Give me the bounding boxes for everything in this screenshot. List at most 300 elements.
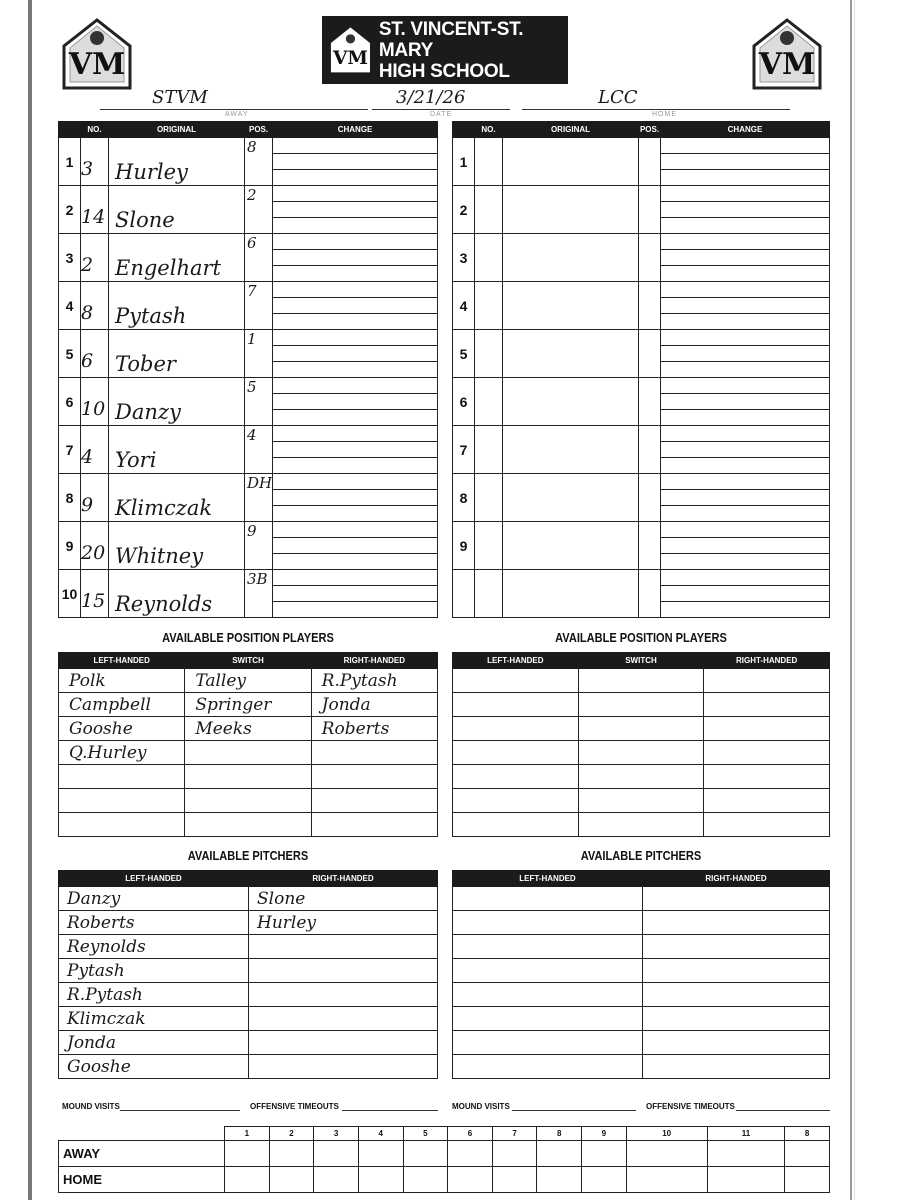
player-number[interactable]: 15 bbox=[81, 570, 109, 618]
change-line[interactable] bbox=[273, 170, 437, 185]
change-line[interactable] bbox=[273, 138, 437, 154]
change-line[interactable] bbox=[273, 362, 437, 377]
player-name[interactable]: Hurley bbox=[109, 138, 245, 186]
player-name[interactable] bbox=[503, 330, 639, 378]
home-label: HOME bbox=[652, 111, 677, 118]
player-name[interactable] bbox=[503, 282, 639, 330]
batting-slot: 4 bbox=[453, 282, 475, 330]
lineup-change-cell[interactable] bbox=[273, 234, 438, 282]
scoreboard-away-label: AWAY bbox=[59, 1141, 225, 1167]
player-name[interactable]: Pytash bbox=[109, 282, 245, 330]
change-lines bbox=[661, 570, 829, 617]
lineup-change-cell[interactable] bbox=[273, 426, 438, 474]
position-player-entry[interactable] bbox=[59, 765, 185, 789]
change-line[interactable] bbox=[661, 586, 829, 602]
player-name[interactable] bbox=[503, 522, 639, 570]
pitcher-entry[interactable] bbox=[453, 935, 643, 959]
away-timeout-cell[interactable] bbox=[707, 1141, 785, 1167]
lineup-change-cell[interactable] bbox=[273, 330, 438, 378]
home-timeout-cell[interactable] bbox=[582, 1167, 627, 1193]
player-position[interactable] bbox=[639, 378, 661, 426]
home-timeout-cell[interactable] bbox=[537, 1167, 582, 1193]
pitcher-entry[interactable]: Hurley bbox=[249, 911, 438, 935]
col-left-handed: LEFT-HANDED bbox=[59, 871, 249, 887]
home-timeout-cell[interactable] bbox=[448, 1167, 493, 1193]
lineup-header-no: NO. bbox=[81, 122, 109, 138]
change-line[interactable] bbox=[273, 266, 437, 281]
pitcher-entry[interactable] bbox=[643, 983, 830, 1007]
player-name[interactable] bbox=[503, 570, 639, 618]
position-player-entry[interactable] bbox=[59, 789, 185, 813]
pitcher-row bbox=[59, 887, 438, 911]
change-lines bbox=[661, 522, 829, 569]
player-number[interactable] bbox=[475, 426, 503, 474]
player-position[interactable] bbox=[639, 474, 661, 522]
home-timeout-cell[interactable] bbox=[269, 1167, 314, 1193]
home-timeout-cell[interactable] bbox=[492, 1167, 537, 1193]
pitcher-entry[interactable]: Danzy bbox=[59, 887, 249, 911]
pitcher-entry[interactable] bbox=[453, 1031, 643, 1055]
lineup-change-cell[interactable] bbox=[661, 186, 830, 234]
away-timeout-cell[interactable] bbox=[358, 1141, 403, 1167]
lineup-change-cell[interactable] bbox=[661, 138, 830, 186]
position-player-entry[interactable] bbox=[704, 693, 830, 717]
position-player-entry[interactable]: Campbell bbox=[59, 693, 185, 717]
position-player-entry[interactable]: Polk bbox=[59, 669, 185, 693]
position-player-entry[interactable]: Roberts bbox=[311, 717, 437, 741]
change-line[interactable] bbox=[661, 314, 829, 329]
lineup-change-cell[interactable] bbox=[661, 522, 830, 570]
away-timeout-cell[interactable] bbox=[403, 1141, 448, 1167]
pitcher-entry[interactable] bbox=[643, 959, 830, 983]
position-player-entry[interactable] bbox=[704, 717, 830, 741]
lineup-row bbox=[453, 522, 830, 570]
change-line[interactable] bbox=[661, 458, 829, 473]
change-line[interactable] bbox=[273, 346, 437, 362]
batting-slot: 7 bbox=[59, 426, 81, 474]
lineup-header-slot bbox=[59, 122, 81, 138]
away-timeout-cell[interactable] bbox=[269, 1141, 314, 1167]
player-number[interactable]: 20 bbox=[81, 522, 109, 570]
player-position[interactable]: 7 bbox=[245, 282, 273, 330]
home-timeout-cell[interactable] bbox=[403, 1167, 448, 1193]
change-line[interactable] bbox=[273, 330, 437, 346]
pitcher-entry[interactable]: Slone bbox=[249, 887, 438, 911]
lineup-row bbox=[453, 570, 830, 618]
player-number[interactable]: 9 bbox=[81, 474, 109, 522]
player-number[interactable] bbox=[475, 138, 503, 186]
lineup-change-cell[interactable] bbox=[661, 234, 830, 282]
pitcher-entry[interactable] bbox=[643, 887, 830, 911]
position-player-entry[interactable] bbox=[311, 813, 437, 837]
position-player-entry[interactable] bbox=[185, 789, 311, 813]
position-player-row bbox=[453, 741, 830, 765]
position-player-entry[interactable] bbox=[453, 693, 579, 717]
change-line[interactable] bbox=[273, 522, 437, 538]
change-line[interactable] bbox=[661, 426, 829, 442]
school-name-line2: HIGH SCHOOL bbox=[378, 60, 510, 82]
position-player-entry[interactable] bbox=[704, 741, 830, 765]
change-line[interactable] bbox=[661, 362, 829, 377]
lineup-change-cell[interactable] bbox=[273, 474, 438, 522]
player-number[interactable] bbox=[475, 522, 503, 570]
away-team-value: STVM bbox=[152, 87, 208, 108]
player-position[interactable] bbox=[639, 522, 661, 570]
player-position[interactable] bbox=[639, 426, 661, 474]
change-line[interactable] bbox=[661, 474, 829, 490]
pitcher-row bbox=[59, 959, 438, 983]
inning-number: 5 bbox=[403, 1127, 448, 1141]
position-player-entry[interactable] bbox=[453, 765, 579, 789]
pitcher-entry[interactable] bbox=[643, 1055, 830, 1079]
pitcher-entry[interactable] bbox=[453, 959, 643, 983]
player-number[interactable]: 10 bbox=[81, 378, 109, 426]
player-position[interactable] bbox=[639, 234, 661, 282]
change-line[interactable] bbox=[273, 426, 437, 442]
pitcher-entry[interactable] bbox=[453, 1007, 643, 1031]
change-lines bbox=[661, 474, 829, 521]
change-lines bbox=[273, 138, 437, 185]
change-line[interactable] bbox=[661, 154, 829, 170]
pitcher-entry[interactable]: Gooshe bbox=[59, 1055, 249, 1079]
change-line[interactable] bbox=[661, 490, 829, 506]
player-position[interactable] bbox=[639, 330, 661, 378]
position-player-entry[interactable]: Q.Hurley bbox=[59, 741, 185, 765]
inning-number: 8 bbox=[537, 1127, 582, 1141]
player-position[interactable]: 1 bbox=[245, 330, 273, 378]
col-right-handed: RIGHT-HANDED bbox=[704, 653, 830, 669]
away-timeout-cell[interactable] bbox=[785, 1141, 830, 1167]
change-line[interactable] bbox=[661, 186, 829, 202]
change-line[interactable] bbox=[273, 602, 437, 617]
position-player-entry[interactable]: Meeks bbox=[185, 717, 311, 741]
change-line[interactable] bbox=[661, 522, 829, 538]
player-name[interactable]: Yori bbox=[109, 426, 245, 474]
player-name[interactable]: Danzy bbox=[109, 378, 245, 426]
away-timeout-cell[interactable] bbox=[582, 1141, 627, 1167]
position-player-entry[interactable]: R.Pytash bbox=[311, 669, 437, 693]
lineup-change-cell[interactable] bbox=[661, 570, 830, 618]
pitcher-entry[interactable] bbox=[249, 959, 438, 983]
away-timeout-cell[interactable] bbox=[492, 1141, 537, 1167]
player-position[interactable] bbox=[639, 138, 661, 186]
change-line[interactable] bbox=[273, 234, 437, 250]
player-position[interactable] bbox=[639, 186, 661, 234]
change-line[interactable] bbox=[661, 538, 829, 554]
player-name[interactable] bbox=[503, 186, 639, 234]
home-timeout-cell[interactable] bbox=[785, 1167, 830, 1193]
position-player-entry[interactable] bbox=[704, 789, 830, 813]
change-line[interactable] bbox=[273, 394, 437, 410]
pitcher-entry[interactable] bbox=[453, 887, 643, 911]
lineup-change-cell[interactable] bbox=[273, 378, 438, 426]
position-player-entry[interactable] bbox=[704, 669, 830, 693]
scoreboard-corner bbox=[59, 1127, 225, 1141]
change-line[interactable] bbox=[273, 442, 437, 458]
player-number[interactable]: 3 bbox=[81, 138, 109, 186]
pitcher-entry[interactable]: Klimczak bbox=[59, 1007, 249, 1031]
change-lines bbox=[273, 570, 437, 617]
school-logo-icon bbox=[62, 18, 132, 90]
position-player-row bbox=[59, 741, 438, 765]
away-offensive-timeouts-label: OFFENSIVE TIMEOUTS bbox=[250, 1102, 339, 1111]
player-position[interactable] bbox=[639, 282, 661, 330]
position-player-entry[interactable] bbox=[578, 717, 704, 741]
player-name[interactable] bbox=[503, 234, 639, 282]
pitcher-entry[interactable]: Roberts bbox=[59, 911, 249, 935]
player-name[interactable] bbox=[503, 138, 639, 186]
change-line[interactable] bbox=[273, 250, 437, 266]
position-player-entry[interactable] bbox=[578, 765, 704, 789]
change-line[interactable] bbox=[273, 506, 437, 521]
change-line[interactable] bbox=[273, 218, 437, 233]
home-timeout-cell[interactable] bbox=[314, 1167, 359, 1193]
change-line[interactable] bbox=[661, 602, 829, 617]
pitcher-entry[interactable] bbox=[249, 1031, 438, 1055]
pitcher-row bbox=[59, 1031, 438, 1055]
change-line[interactable] bbox=[661, 330, 829, 346]
player-name[interactable]: Tober bbox=[109, 330, 245, 378]
position-player-entry[interactable] bbox=[704, 765, 830, 789]
change-line[interactable] bbox=[661, 298, 829, 314]
lineup-row bbox=[59, 522, 438, 570]
inning-number: 3 bbox=[314, 1127, 359, 1141]
change-line[interactable] bbox=[661, 282, 829, 298]
away-timeout-cell[interactable] bbox=[314, 1141, 359, 1167]
player-number[interactable] bbox=[475, 282, 503, 330]
away-timeout-cell[interactable] bbox=[626, 1141, 707, 1167]
home-timeout-cell[interactable] bbox=[707, 1167, 785, 1193]
player-position[interactable]: 3B bbox=[245, 570, 273, 618]
lineup-row bbox=[453, 378, 830, 426]
player-position[interactable]: 8 bbox=[245, 138, 273, 186]
lineup-change-cell[interactable] bbox=[273, 138, 438, 186]
change-line[interactable] bbox=[273, 410, 437, 425]
pitcher-entry[interactable]: R.Pytash bbox=[59, 983, 249, 1007]
pitcher-entry[interactable] bbox=[643, 1007, 830, 1031]
change-line[interactable] bbox=[661, 506, 829, 521]
player-name[interactable]: Slone bbox=[109, 186, 245, 234]
pitcher-row bbox=[453, 887, 830, 911]
col-left-handed: LEFT-HANDED bbox=[453, 871, 643, 887]
player-name[interactable] bbox=[503, 378, 639, 426]
change-line[interactable] bbox=[661, 138, 829, 154]
position-player-row bbox=[59, 669, 438, 693]
change-line[interactable] bbox=[661, 570, 829, 586]
change-line[interactable] bbox=[661, 234, 829, 250]
pitcher-row bbox=[59, 1055, 438, 1079]
player-name[interactable]: Whitney bbox=[109, 522, 245, 570]
player-position[interactable]: 6 bbox=[245, 234, 273, 282]
change-line[interactable] bbox=[273, 202, 437, 218]
position-player-entry[interactable] bbox=[453, 669, 579, 693]
lineup-change-cell[interactable] bbox=[661, 474, 830, 522]
home-position-players-title: AVAILABLE POSITION PLAYERS bbox=[555, 630, 727, 645]
away-pitchers-table bbox=[58, 870, 438, 1079]
position-player-entry[interactable] bbox=[185, 741, 311, 765]
position-player-entry[interactable] bbox=[453, 741, 579, 765]
lineup-change-cell[interactable] bbox=[273, 570, 438, 618]
player-position[interactable]: 4 bbox=[245, 426, 273, 474]
svg-text:VM: VM bbox=[68, 47, 126, 82]
change-line[interactable] bbox=[273, 474, 437, 490]
pitcher-entry[interactable] bbox=[643, 935, 830, 959]
position-player-row bbox=[453, 717, 830, 741]
player-number[interactable] bbox=[475, 474, 503, 522]
change-line[interactable] bbox=[661, 346, 829, 362]
position-player-entry[interactable]: Springer bbox=[185, 693, 311, 717]
change-line[interactable] bbox=[273, 538, 437, 554]
batting-slot: 5 bbox=[59, 330, 81, 378]
change-line[interactable] bbox=[661, 202, 829, 218]
player-name[interactable] bbox=[503, 426, 639, 474]
change-line[interactable] bbox=[273, 458, 437, 473]
lineup-change-cell[interactable] bbox=[661, 282, 830, 330]
change-line[interactable] bbox=[661, 410, 829, 425]
pitcher-entry[interactable]: Pytash bbox=[59, 959, 249, 983]
player-number[interactable] bbox=[475, 186, 503, 234]
player-number[interactable] bbox=[475, 234, 503, 282]
change-line[interactable] bbox=[273, 186, 437, 202]
inning-number: 4 bbox=[358, 1127, 403, 1141]
home-timeout-cell[interactable] bbox=[225, 1167, 270, 1193]
position-player-entry[interactable] bbox=[704, 813, 830, 837]
player-number[interactable] bbox=[475, 378, 503, 426]
position-player-entry[interactable]: Talley bbox=[185, 669, 311, 693]
inning-number: 2 bbox=[269, 1127, 314, 1141]
home-timeout-cell[interactable] bbox=[358, 1167, 403, 1193]
school-logo-icon bbox=[330, 25, 371, 75]
lineup-change-cell[interactable] bbox=[273, 282, 438, 330]
player-position[interactable]: 2 bbox=[245, 186, 273, 234]
inning-number: 6 bbox=[448, 1127, 493, 1141]
pitcher-entry[interactable] bbox=[249, 935, 438, 959]
change-line[interactable] bbox=[661, 170, 829, 185]
position-player-entry[interactable]: Jonda bbox=[311, 693, 437, 717]
position-player-entry[interactable] bbox=[311, 789, 437, 813]
change-line[interactable] bbox=[273, 570, 437, 586]
position-player-entry[interactable]: Gooshe bbox=[59, 717, 185, 741]
position-player-entry[interactable] bbox=[453, 789, 579, 813]
away-timeout-cell[interactable] bbox=[537, 1141, 582, 1167]
position-player-entry[interactable] bbox=[311, 765, 437, 789]
player-number[interactable]: 6 bbox=[81, 330, 109, 378]
position-player-entry[interactable] bbox=[185, 765, 311, 789]
change-line[interactable] bbox=[273, 490, 437, 506]
lineup-change-cell[interactable] bbox=[661, 378, 830, 426]
change-line[interactable] bbox=[661, 266, 829, 281]
player-position[interactable]: 9 bbox=[245, 522, 273, 570]
lineup-change-cell[interactable] bbox=[273, 186, 438, 234]
change-line[interactable] bbox=[661, 554, 829, 569]
position-player-entry[interactable] bbox=[578, 693, 704, 717]
batting-slot: 5 bbox=[453, 330, 475, 378]
change-line[interactable] bbox=[273, 378, 437, 394]
change-line[interactable] bbox=[273, 154, 437, 170]
player-position[interactable] bbox=[639, 570, 661, 618]
player-position[interactable]: DH bbox=[245, 474, 273, 522]
lineup-change-cell[interactable] bbox=[273, 522, 438, 570]
date-field bbox=[372, 86, 510, 110]
home-timeout-cell[interactable] bbox=[626, 1167, 707, 1193]
position-player-entry[interactable] bbox=[59, 813, 185, 837]
change-line[interactable] bbox=[661, 250, 829, 266]
lineup-change-cell[interactable] bbox=[661, 426, 830, 474]
position-player-row bbox=[59, 693, 438, 717]
change-line[interactable] bbox=[273, 282, 437, 298]
pitcher-entry[interactable] bbox=[643, 1031, 830, 1055]
player-number[interactable] bbox=[475, 570, 503, 618]
player-number[interactable]: 4 bbox=[81, 426, 109, 474]
change-line[interactable] bbox=[661, 442, 829, 458]
position-player-row bbox=[453, 669, 830, 693]
pitcher-entry[interactable] bbox=[249, 1007, 438, 1031]
away-team-field bbox=[100, 86, 368, 110]
batting-slot: 1 bbox=[453, 138, 475, 186]
change-lines bbox=[661, 282, 829, 329]
pitcher-entry[interactable]: Reynolds bbox=[59, 935, 249, 959]
home-lineup-table bbox=[452, 121, 830, 618]
away-pitchers-title: AVAILABLE PITCHERS bbox=[187, 848, 309, 863]
position-player-entry[interactable] bbox=[578, 813, 704, 837]
lineup-row bbox=[453, 138, 830, 186]
position-player-entry[interactable] bbox=[311, 741, 437, 765]
change-line[interactable] bbox=[661, 218, 829, 233]
pitcher-row bbox=[453, 983, 830, 1007]
change-line[interactable] bbox=[273, 586, 437, 602]
player-name[interactable]: Reynolds bbox=[109, 570, 245, 618]
pitcher-entry[interactable] bbox=[453, 983, 643, 1007]
player-position[interactable]: 5 bbox=[245, 378, 273, 426]
lineup-change-cell[interactable] bbox=[661, 330, 830, 378]
change-line[interactable] bbox=[273, 554, 437, 569]
lineup-row bbox=[59, 234, 438, 282]
player-number[interactable]: 8 bbox=[81, 282, 109, 330]
change-line[interactable] bbox=[661, 378, 829, 394]
pitcher-entry[interactable] bbox=[643, 911, 830, 935]
player-name[interactable] bbox=[503, 474, 639, 522]
pitcher-entry[interactable] bbox=[453, 1055, 643, 1079]
position-player-entry[interactable] bbox=[578, 741, 704, 765]
away-timeout-cell[interactable] bbox=[225, 1141, 270, 1167]
player-number[interactable] bbox=[475, 330, 503, 378]
change-lines bbox=[273, 522, 437, 569]
pitcher-entry[interactable] bbox=[249, 983, 438, 1007]
away-timeout-cell[interactable] bbox=[448, 1141, 493, 1167]
player-number[interactable]: 2 bbox=[81, 234, 109, 282]
position-player-entry[interactable] bbox=[453, 813, 579, 837]
svg-text:VM: VM bbox=[758, 47, 816, 82]
position-player-entry[interactable] bbox=[453, 717, 579, 741]
change-line[interactable] bbox=[273, 314, 437, 329]
col-left-handed: LEFT-HANDED bbox=[453, 653, 579, 669]
lineup-row bbox=[59, 186, 438, 234]
pitcher-row bbox=[59, 983, 438, 1007]
change-line[interactable] bbox=[273, 298, 437, 314]
player-name[interactable]: Engelhart bbox=[109, 234, 245, 282]
pitcher-entry[interactable] bbox=[249, 1055, 438, 1079]
position-player-entry[interactable] bbox=[578, 669, 704, 693]
school-logo-icon bbox=[752, 18, 822, 90]
position-player-entry[interactable] bbox=[578, 789, 704, 813]
change-line[interactable] bbox=[661, 394, 829, 410]
player-name[interactable]: Klimczak bbox=[109, 474, 245, 522]
position-player-entry[interactable] bbox=[185, 813, 311, 837]
pitcher-entry[interactable] bbox=[453, 911, 643, 935]
pitcher-entry[interactable]: Jonda bbox=[59, 1031, 249, 1055]
player-number[interactable]: 14 bbox=[81, 186, 109, 234]
pitcher-row bbox=[453, 1007, 830, 1031]
